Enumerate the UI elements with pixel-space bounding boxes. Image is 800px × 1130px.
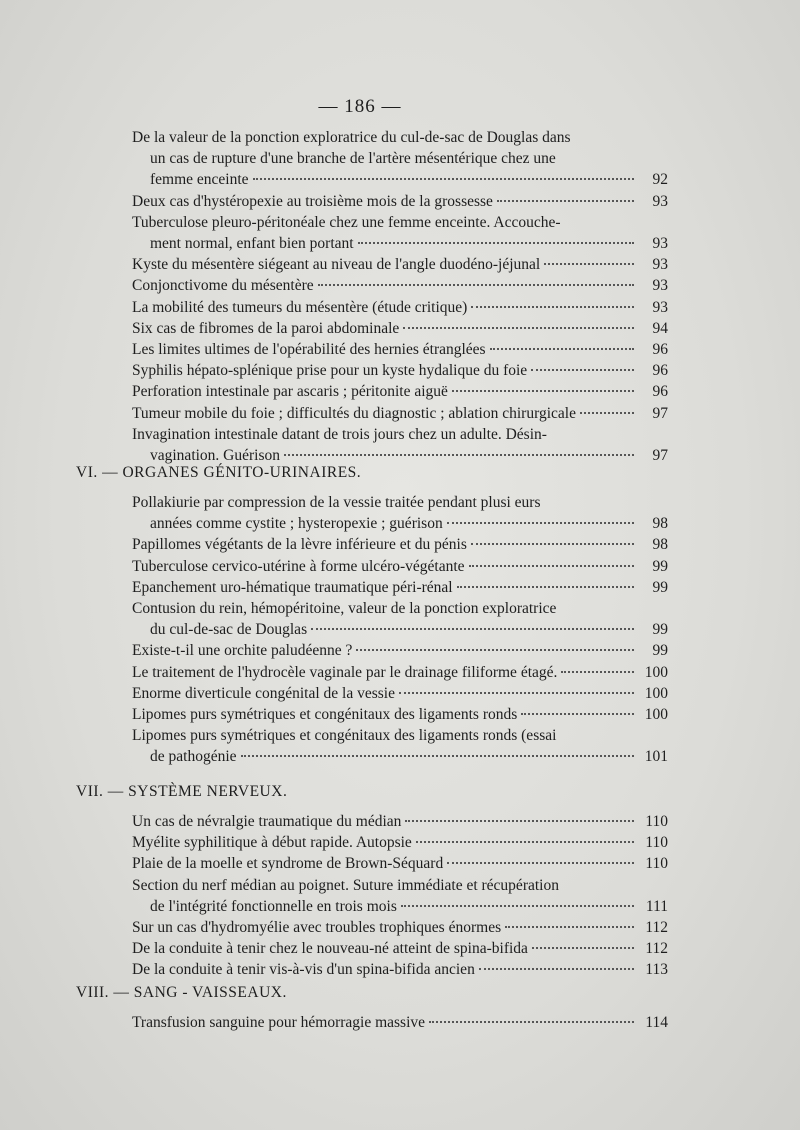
toc-entry [132,254,668,275]
toc-page-number: 92 [652,171,668,188]
toc-entry-text: Enorme diverticule congénital de la vessie [132,684,395,702]
section-heading: VIII. — SANG - VAISSEAUX. [76,984,287,1001]
toc-entry-text: Tuberculose cervico-utérine à forme ulcéro-végétante [132,557,465,575]
toc-entry-text: Le traitement de l'hydrocèle vaginale par le drainage filiforme étagé. [132,663,558,681]
toc-entry [132,556,668,577]
toc-entry [132,704,668,725]
toc-page-number: 99 [652,621,668,638]
dot-leader [531,369,634,371]
toc-page-number: 112 [645,919,668,936]
toc-entry [132,534,668,555]
dot-leader [429,1021,634,1023]
toc-entry [132,318,668,339]
toc-entry [132,577,668,598]
toc-page-number: 110 [645,855,668,873]
toc-entry [132,381,668,402]
toc-entry-text: Lipomes purs symétriques et congénitaux des ligaments ronds (essai [132,727,557,745]
toc-entry [132,212,668,254]
toc-entry [132,832,668,853]
dot-leader [284,454,634,456]
dot-leader [452,390,634,392]
toc-page-number: 96 [652,341,668,358]
toc-entry-text: Contusion du rein, hémopéritoine, valeur de la ponction exploratrice [132,600,557,617]
toc-entry-text: Deux cas d'hystéropexie au troisième mois de la grossesse [132,192,493,210]
toc-entry [132,403,668,424]
toc-entry-text: Kyste du mésentère siégeant au niveau de l'angle duodéno-jéjunal [132,256,541,274]
toc-page-number: 110 [645,834,668,852]
toc-entry-text: Transfusion sanguine pour hémorragie massive [132,1014,426,1031]
dot-leader [532,947,634,949]
dot-leader [399,692,634,694]
toc-entry [132,853,668,874]
toc-page-number: 93 [652,277,668,295]
toc-entry-text: Perforation intestinale par ascaris ; péritonite aiguë [132,383,448,401]
toc-page-number: 93 [652,256,668,274]
toc-entry-text: un cas de rupture d'une branche de l'artère mésentérique chez une [150,150,556,167]
toc-entry-text: Les limites ultimes de l'opérabilité des hernies étranglées [132,341,486,358]
dot-leader [469,565,634,567]
toc-entry-text: de l'intégrité fonctionnelle en trois mois [150,897,397,915]
toc-entry [132,662,668,683]
dot-leader [253,178,634,180]
dot-leader [457,586,634,588]
toc-entry-text: Plaie de la moelle et syndrome de Brown-Séquard [132,855,444,873]
toc-page-number: 97 [652,404,668,422]
toc-entry-text: années comme cystite ; hysteropexie ; guérison [150,515,443,532]
dot-leader [479,968,634,970]
toc-page-number: 96 [652,383,668,401]
toc-entry-text: Un cas de névralgie traumatique du médian [132,813,402,830]
dot-leader [447,522,634,524]
toc-entry-text: Sur un cas d'hydromyélie avec troubles trophiques énormes [132,919,502,936]
dot-leader [490,348,634,350]
toc-page-number: 114 [645,1014,668,1031]
toc-page-number: 100 [644,663,668,681]
toc-entry-text: Pollakiurie par compression de la vessie traitée pendant plusi eurs [132,494,541,511]
toc-entry [132,598,668,640]
toc-entry-text: De la conduite à tenir chez le nouveau-né atteint de spina-bifida [132,940,528,958]
toc-page-number: 98 [652,536,668,554]
toc-page-number: 97 [652,446,668,464]
dot-leader [318,284,634,286]
toc-entry [132,191,668,212]
toc-entry-text: du cul-de-sac de Douglas [150,621,308,638]
toc-entry-text: Tuberculose pleuro-péritonéale chez une femme enceinte. Accouche- [132,213,561,231]
toc-entry [132,811,668,832]
toc-entry-text: Papillomes végétants de la lèvre inférieure et du pénis [132,536,467,554]
toc-page-number: 113 [645,961,668,979]
toc-page-number: 111 [645,897,668,915]
toc-entry-text: De la conduite à tenir vis-à-vis d'un spina-bifida ancien [132,961,475,979]
toc-entry [132,275,668,296]
dot-leader [447,862,634,864]
toc-entry-text: Lipomes purs symétriques et congénitaux des ligaments ronds [132,706,518,723]
toc-entry-text: Invagination intestinale datant de trois jours chez un adulte. Désin- [132,425,547,443]
toc-entry [132,297,668,318]
toc-entry-text: Existe-t-il une orchite paludéenne ? [132,642,353,660]
toc-page-number: 99 [652,642,668,660]
toc-entry-text: Six cas de fibromes de la paroi abdominale [132,319,400,337]
dot-leader [356,649,634,651]
toc-entry-text: femme enceinte [150,171,249,188]
toc-entry-text: vagination. Guérison [150,446,281,464]
dot-leader [505,926,634,928]
toc-page-number: 94 [652,319,668,337]
section-heading: VII. — SYSTÈME NERVEUX. [76,783,288,800]
page-number: — 186 — [318,96,402,117]
section-heading: VI. — ORGANES GÉNITO-URINAIRES. [76,464,362,481]
dot-leader [403,327,634,329]
toc-entry [132,424,668,466]
toc-page-number: 96 [652,362,668,380]
dot-leader [497,200,634,202]
toc-entry [132,683,668,704]
toc-page-number: 99 [652,578,668,596]
toc-entry [132,725,668,767]
dot-leader [401,905,634,907]
dot-leader [241,755,634,757]
dot-leader [471,306,634,308]
toc-entry [132,938,668,959]
toc-page-number: 93 [652,192,668,210]
toc-entry [132,959,668,980]
toc-entry-text: Section du nerf médian au poignet. Suture immédiate et récupération [132,876,559,894]
dot-leader [521,713,634,715]
toc-page-number: 98 [652,515,668,532]
toc-page-number: 93 [652,234,668,252]
dot-leader [561,671,634,673]
dot-leader [311,628,634,630]
toc-entry-text: Tumeur mobile du foie ; difficultés du diagnostic ; ablation chirurgicale [132,404,576,422]
toc-entry-text: ment normal, enfant bien portant [150,234,354,252]
toc-entry-text: de pathogénie [150,748,237,766]
toc-page-number: 93 [652,298,668,316]
toc-entry [132,360,668,381]
toc-entry [132,640,668,661]
toc-entry [132,917,668,938]
dot-leader [358,242,634,244]
dot-leader [416,841,634,843]
dot-leader [405,820,634,822]
toc-entry-text: Syphilis hépato-splénique prise pour un kyste hydalique du foie [132,362,528,380]
dot-leader [471,543,634,545]
toc-entry [132,127,668,190]
toc-page-number: 100 [644,684,668,702]
dot-leader [544,263,634,265]
toc-entry-text: Epanchement uro-hématique traumatique péri-rénal [132,578,453,596]
toc-entry [132,492,668,534]
dot-leader [580,412,634,414]
toc-page-number: 100 [644,706,668,723]
toc-entry-text: De la valeur de la ponction exploratrice du cul-de-sac de Douglas dans [132,129,571,146]
toc-page-number: 99 [652,557,668,575]
toc-entry-text: La mobilité des tumeurs du mésentère (étude critique) [132,298,468,316]
toc-page-number: 110 [645,813,668,830]
toc-entry [132,339,668,360]
toc-entry [132,1012,668,1033]
toc-entry-text: Myélite syphilitique à début rapide. Autopsie [132,834,412,852]
toc-page-number: 112 [645,940,668,958]
toc-page-number: 101 [644,748,668,766]
toc-entry [132,875,668,917]
toc-entry-text: Conjonctivome du mésentère [132,277,314,295]
